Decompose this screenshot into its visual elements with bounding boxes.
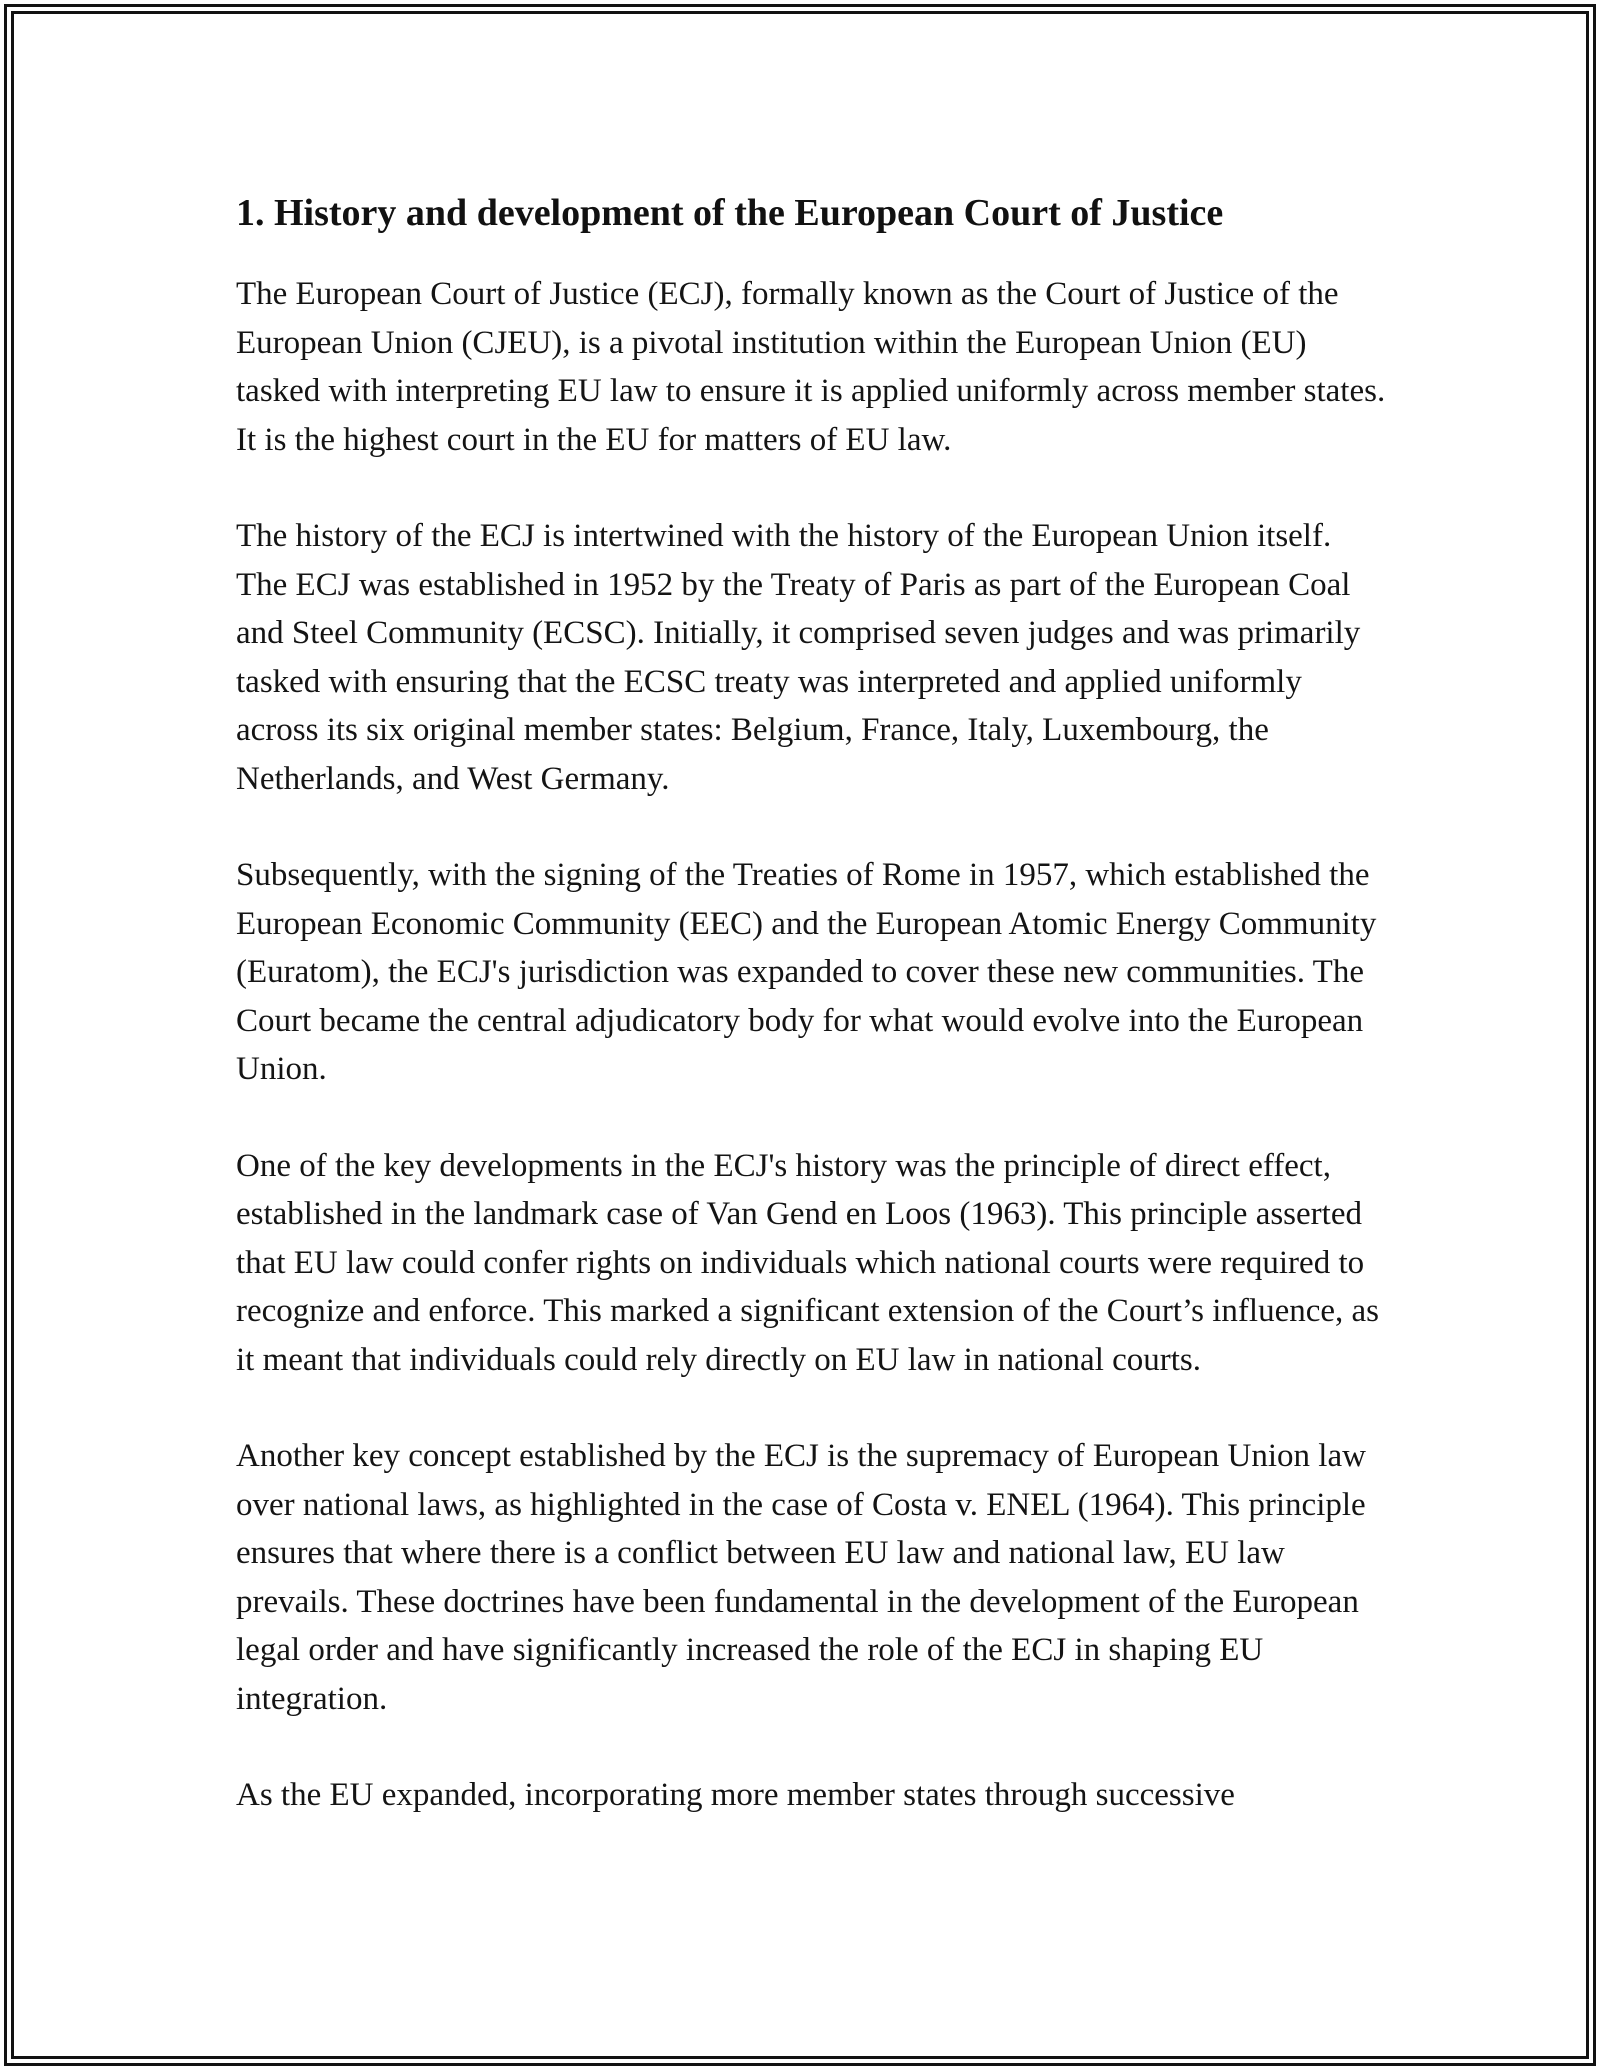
paragraph-supremacy: Another key concept established by the ECJ is the supremacy of European Union law over national laws, as highlighted in the case of Costa v. ENEL (1964). This principle ensures that where there is a conflict between EU law and national law, EU law prevails. These doctrines have been fundamental in the development of the European legal order and have significantly increased the role of the ECJ in shaping EU integration. — [236, 1438, 1366, 1717]
paragraph-direct-effect: One of the key developments in the ECJ's history was the principle of direct effect, established in the landmark case of Van Gend en Loos (1963). This principle asserted that EU law could confer rights on individuals which national courts were required to recognize and enforce. This marked a significant extension of the Court’s influence, as it meant that individuals could rely directly on EU law in national courts. — [236, 1147, 1379, 1378]
document-body — [236, 184, 1386, 1820]
section-heading: 1. History and development of the European Court of Justice — [236, 192, 1224, 234]
paragraph-intro: The European Court of Justice (ECJ), formally known as the Court of Justice of the European Union (CJEU), is a pivotal institution within the European Union (EU) tasked with interpreting EU law to ensure it is applied uniformly across member states. It is the highest court in the EU for matters of EU law. — [236, 276, 1386, 458]
paragraph-expansion: As the EU expanded, incorporating more member states through successive — [236, 1777, 1235, 1813]
paragraph-history: The history of the ECJ is intertwined with the history of the European Union itself. The ECJ was established in 1952 by the Treaty of Paris as part of the European Coal and Steel Community (ECSC). Initially, it comprised seven judges and was primarily tasked with ensuring that the ECSC treaty was interpreted and applied uniformly across its six original member states: Belgium, France, Italy, Luxembourg, the Netherlands, and West Germany. — [236, 518, 1361, 797]
paragraph-treaties-of-rome: Subsequently, with the signing of the Treaties of Rome in 1957, which established the European Economic Community (EEC) and the European Atomic Energy Community (Euratom), the ECJ's jurisdiction was expanded to cover these new communities. The Court became the central adjudicatory body for what would evolve into the European Union. — [236, 857, 1377, 1087]
